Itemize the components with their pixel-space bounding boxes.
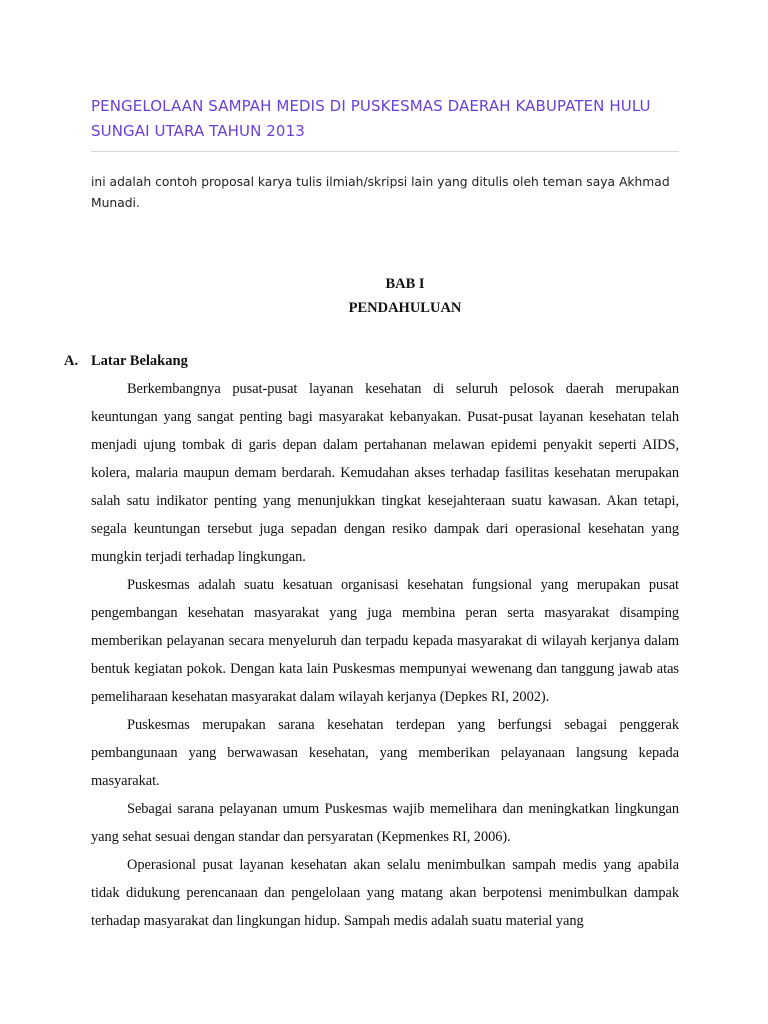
paragraph: Puskesmas adalah suatu kesatuan organisasi kesehatan fungsional yang merupakan pusat pengembangan kesehatan masyarakat yang juga membina peran serta masyarakat disamping memberikan pelayanan secara menyeluruh dan terpadu kepada masyarakat di wilayah kerjanya dalam bentuk kegiatan pokok. Dengan kata lain Puskesmas mempunyai wewenang dan tanggung jawab atas pemeliharaan kesehatan masyarakat dalam wilayah kerjanya (Depkes RI, 2002).: [91, 577, 679, 705]
post-intro: ini adalah contoh proposal karya tulis ilmiah/skripsi lain yang ditulis oleh teman saya Akhmad Munadi.: [91, 175, 670, 210]
post-title: PENGELOLAAN SAMPAH MEDIS DI PUSKESMAS DAERAH KABUPATEN HULU SUNGAI UTARA TAHUN 2013: [91, 97, 651, 140]
paragraph: Berkembangnya pusat-pusat layanan kesehatan di seluruh pelosok daerah merupakan keuntungan yang sangat penting bagi masyarakat kebanyakan. Pusat-pusat layanan kesehatan telah menjadi ujung tombak di garis depan dalam pertahanan melawan epidemi penyakit seperti AIDS, kolera, malaria maupun demam berdarah. Kemudahan akses terhadap fasilitas kesehatan merupakan salah satu indikator penting yang menunjukkan tingkat kesejahteraan suatu kawasan. Akan tetapi, segala keuntungan tersebut juga sepadan dengan resiko dampak dari operasional kesehatan yang mungkin terjadi terhadap lingkungan.: [91, 381, 679, 565]
paragraph: Operasional pusat layanan kesehatan akan selalu menimbulkan sampah medis yang apabila tidak didukung perencanaan dan pengelolaan yang matang akan berpotensi menimbulkan dampak terhadap masyarakat dan lingkungan hidup. Sampah medis adalah suatu material yang: [91, 857, 679, 929]
post-header: [91, 94, 681, 144]
title-divider: [91, 151, 679, 152]
body-text: [91, 375, 679, 935]
paragraph: Puskesmas merupakan sarana kesehatan terdepan yang berfungsi sebagai penggerak pembangunaan yang berwawasan kesehatan, yang memberikan pelayanaan langsung kepada masyarakat.: [91, 717, 679, 789]
paragraph: Sebagai sarana pelayanan umum Puskesmas wajib memelihara dan meningkatkan lingkungan yang sehat sesuai dengan standar dan persyaratan (Kepmenkes RI, 2006).: [91, 801, 679, 845]
section-title: Latar Belakang: [91, 353, 188, 369]
chapter-title: PENDAHULUAN: [348, 300, 462, 316]
section-letter: A.: [64, 353, 79, 369]
chapter-number: BAB I: [385, 276, 425, 292]
section-heading: [64, 351, 188, 371]
